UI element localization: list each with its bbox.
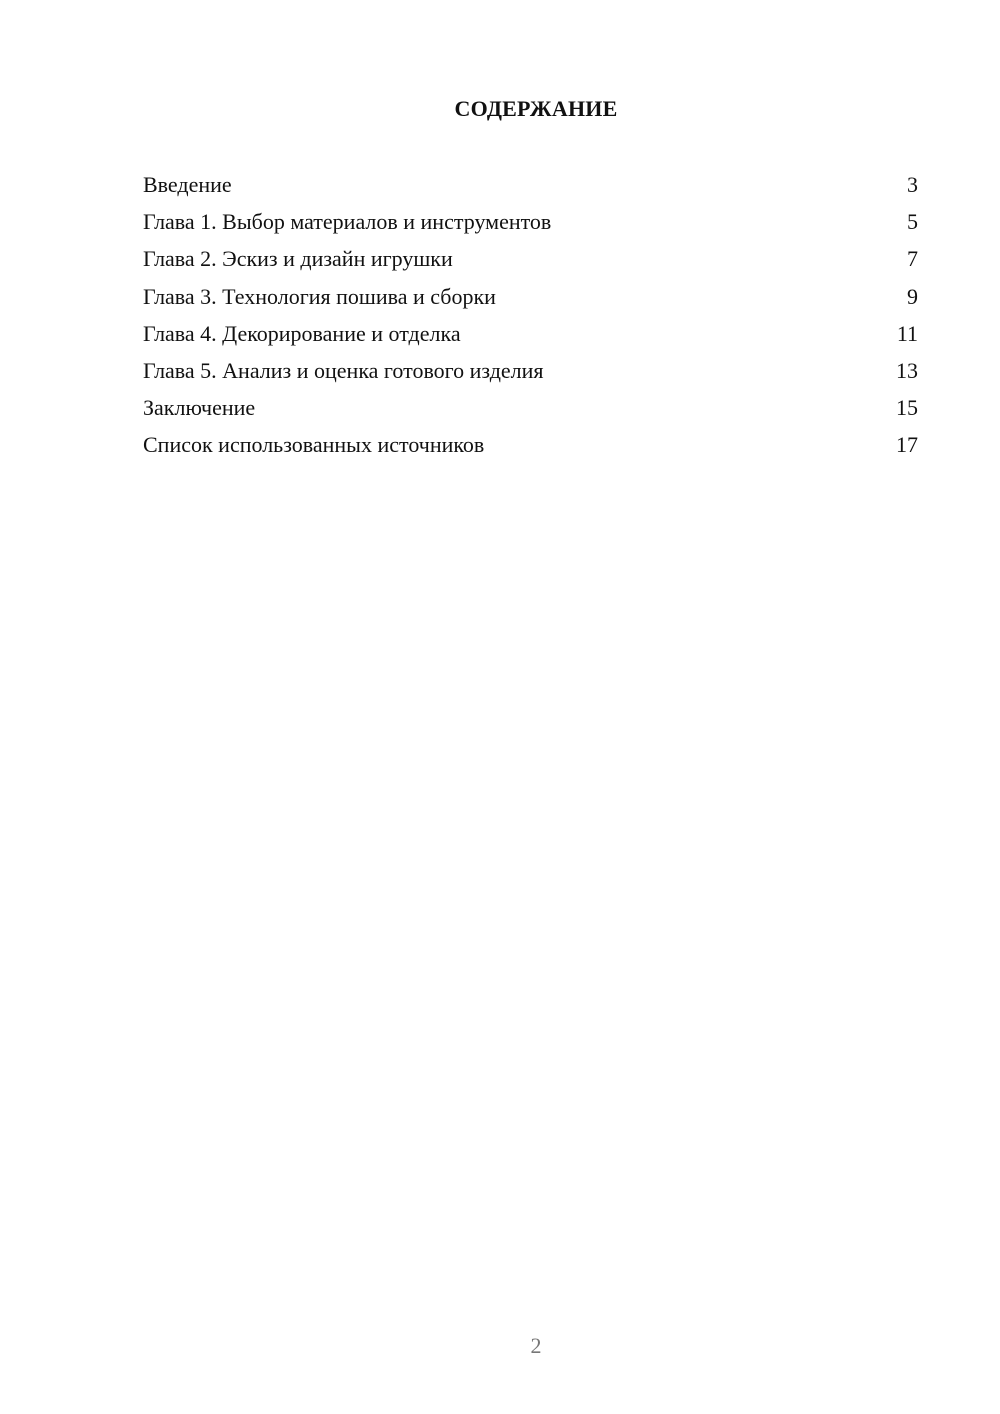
- toc-entry-label: Введение: [143, 172, 232, 197]
- toc-entry-page: 3: [907, 172, 918, 197]
- toc-entry: [143, 208, 918, 245]
- toc-entry-label: Глава 2. Эскиз и дизайн игрушки: [143, 246, 453, 272]
- toc-entry-label: Глава 1. Выбор материалов и инструментов: [143, 209, 552, 235]
- toc-entry-page: 15: [896, 395, 918, 421]
- toc-entry-label: Глава 3. Технология пошива и сборки: [143, 283, 496, 309]
- toc-entry-page: 9: [907, 283, 918, 309]
- page-number: 2: [530, 1333, 542, 1358]
- toc-entry-page: 13: [896, 357, 918, 383]
- toc-entry-label: Глава 5. Анализ и оценка готового изделия: [143, 357, 544, 383]
- toc-entry-label: Заключение: [143, 395, 256, 421]
- toc-entry: [143, 320, 918, 357]
- toc-entry: [143, 357, 918, 394]
- toc-entry: [143, 171, 918, 208]
- toc-entry: [143, 394, 918, 431]
- toc-entry: [143, 245, 918, 282]
- toc-entry-page: 17: [896, 432, 918, 458]
- toc-entry-page: 7: [907, 246, 918, 272]
- toc-entry-page: 11: [896, 320, 918, 346]
- toc-entry-label: Глава 4. Декорирование и отделка: [143, 320, 461, 346]
- table-of-contents: [143, 171, 918, 469]
- toc-entry: [143, 431, 918, 468]
- toc-entry-page: 5: [907, 209, 918, 235]
- toc-entry: [143, 283, 918, 320]
- page-title: СОДЕРЖАНИЕ: [454, 96, 618, 121]
- toc-entry-label: Список использованных источников: [143, 432, 485, 458]
